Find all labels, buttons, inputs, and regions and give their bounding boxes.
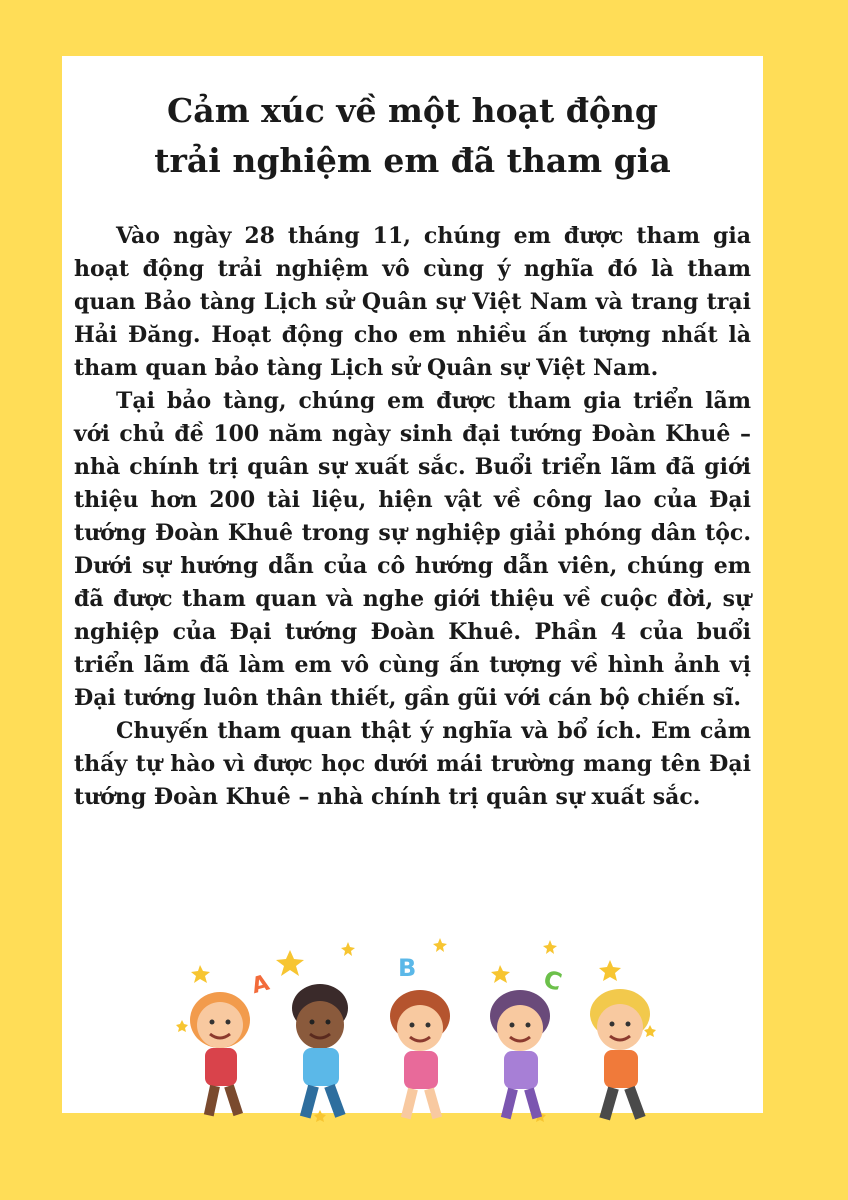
- paragraph-2: Tại bảo tàng, chúng em được tham gia triển lãm với chủ đề 100 năm ngày sinh đại tướng Đoàn Khuê – nhà chính trị quân sự xuất sắc. Buổi triển lãm đã giới thiệu hơn 200 tài liệu, hiện vật về công lao của Đại tướng Đoàn Khuê trong sự nghiệp giải phóng dân tộc. Dưới sự hướng dẫn của cô hướng dẫn viên, chúng em đã được tham quan và nghe giới thiệu về cuộc đời, sự nghiệp của Đại tướng Đoàn Khuê. Phần 4 của buổi triển lãm đã làm em vô cùng ấn tượng về hình ảnh vị Đại tướng luôn thân thiết, gần gũi với cán bộ chiến sĩ.: [74, 388, 751, 711]
- document-title: [62, 86, 763, 186]
- children-illustration: [170, 930, 680, 1145]
- paragraph-3: Chuyến tham quan thật ý nghĩa và bổ ích. Em cảm thấy tự hào vì được học dưới mái trường mang tên Đại tướng Đoàn Khuê – nhà chính trị quân sự xuất sắc.: [74, 718, 751, 810]
- letter-c: C: [540, 964, 565, 997]
- child-2: [292, 984, 348, 1118]
- child-3: [390, 990, 450, 1119]
- child-5: [590, 989, 650, 1120]
- paragraph-1: Vào ngày 28 tháng 11, chúng em được tham gia hoạt động trải nghiệm vô cùng ý nghĩa đó là tham quan Bảo tàng Lịch sử Quân sự Việt Nam và trang trại Hải Đăng. Hoạt động cho em nhiều ấn tượng nhất là tham quan bảo tàng Lịch sử Quân sự Việt Nam.: [74, 223, 751, 381]
- child-4: [490, 990, 550, 1119]
- title-line-1: Cảm xúc về một hoạt động: [167, 91, 658, 130]
- child-1: [190, 992, 250, 1116]
- letter-a: A: [249, 970, 273, 1000]
- letter-b: B: [398, 954, 417, 982]
- document-body: [74, 220, 751, 814]
- title-line-2: trải nghiệm em đã tham gia: [154, 141, 671, 180]
